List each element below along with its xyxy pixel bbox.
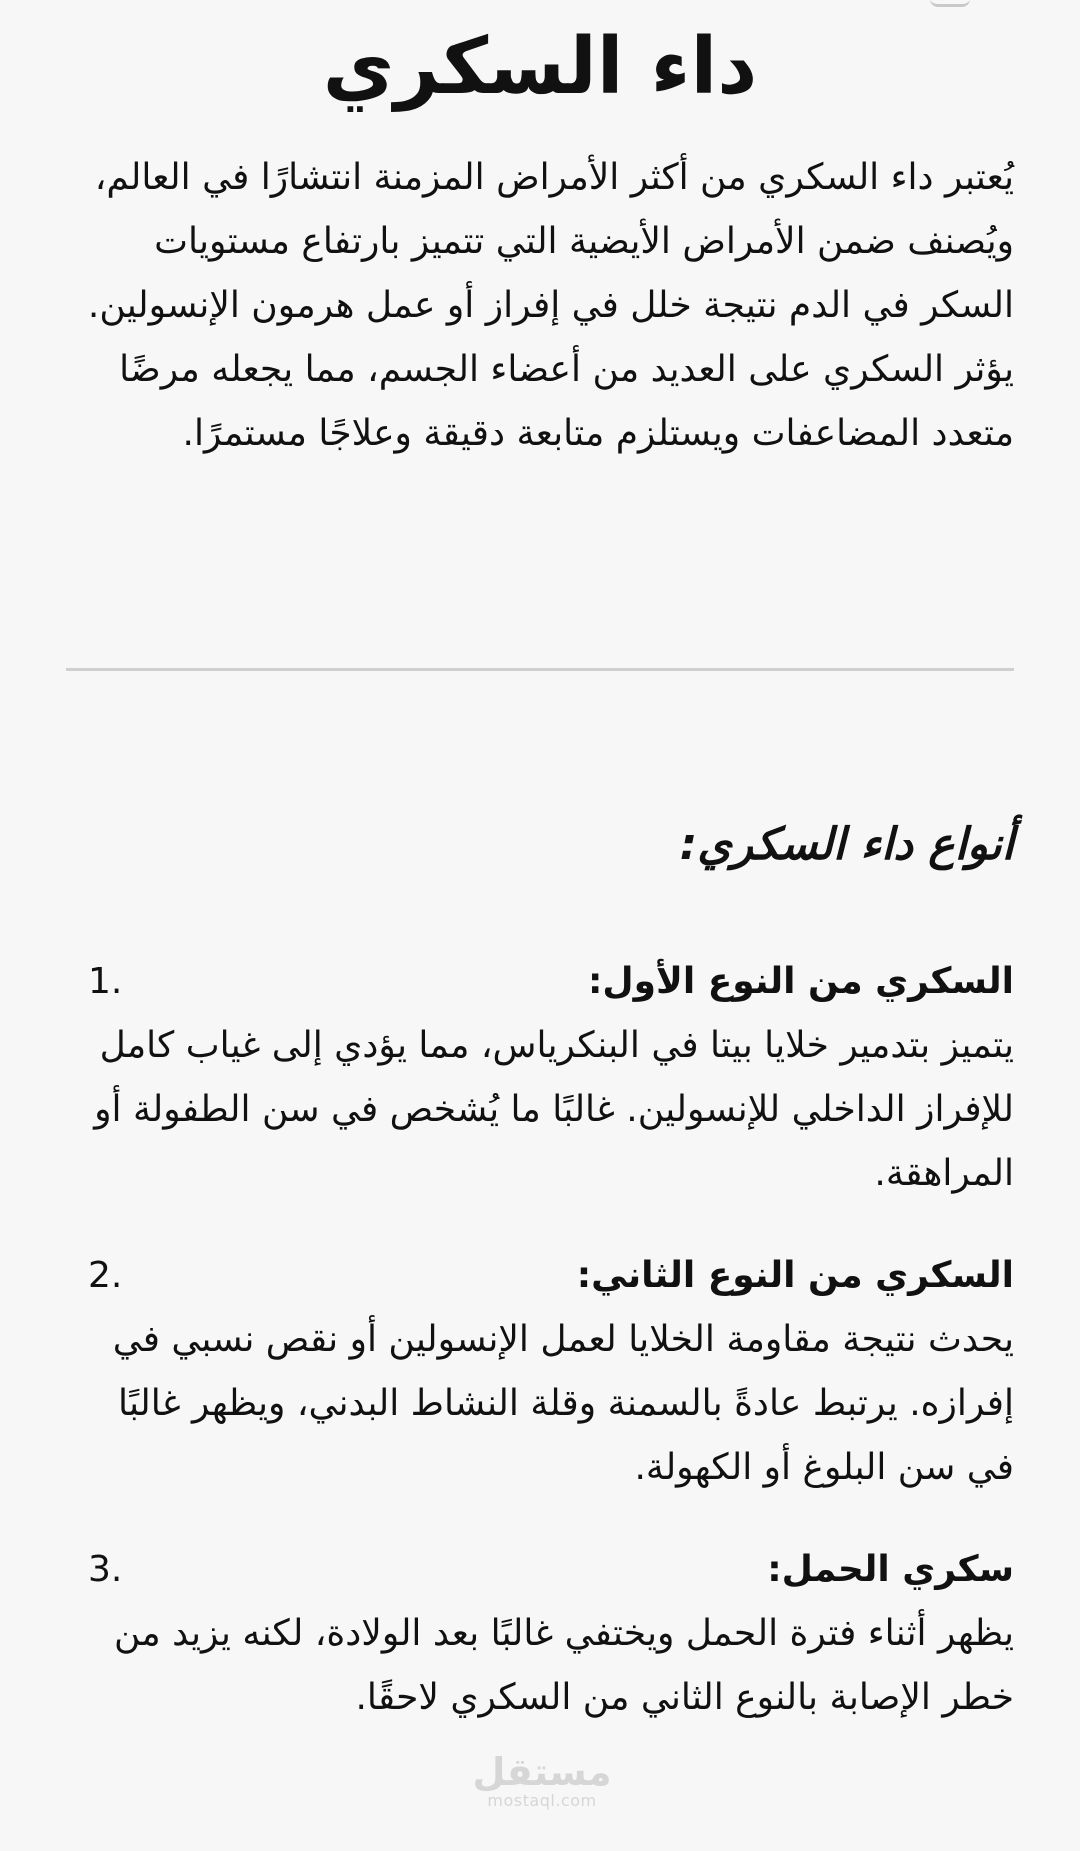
list-item-number: 2. (88, 1255, 123, 1296)
list-item-description: يظهر أثناء فترة الحمل ويختفي غالبًا بعد الولادة، لكنه يزيد من خطر الإصابة بالنوع الثاني من السكري لاحقًا. (113, 1613, 1014, 1718)
section-divider (66, 668, 1014, 671)
intro-paragraph: يُعتبر داء السكري من أكثر الأمراض المزمنة انتشارًا في العالم، ويُصنف ضمن الأمراض الأيضية التي تتميز بارتفاع مستويات السكر في الدم نتيجة خلل في إفراز أو عمل هرمون الإنسولين. يؤثر السكري على العديد من أعضاء الجسم، مما يجعله مرضًا متعدد المضاعفات ويستلزم متابعة دقيقة وعلاجًا مستمرًا. (87, 157, 1014, 454)
list-item-number: 3. (88, 1549, 123, 1590)
list-item-type-1 (66, 950, 1014, 1206)
list-item-number: 1. (88, 961, 123, 1002)
list-item-description: يتميز بتدمير خلايا بيتا في البنكرياس، مما يؤدي إلى غياب كامل للإفراز الداخلي للإنسولين. غالبًا ما يُشخص في سن الطفولة أو المراهقة. (94, 1025, 1014, 1194)
list-item-title: السكري من النوع الأول: (588, 961, 1014, 1002)
list-item-title: سكري الحمل: (767, 1549, 1014, 1590)
list-item-type-3 (66, 1538, 1014, 1730)
list-item-description: يحدث نتيجة مقاومة الخلايا لعمل الإنسولين أو نقص نسبي في إفرازه. يرتبط عادةً بالسمنة وقلة النشاط البدني، ويظهر غالبًا في سن البلوغ أو الكهولة. (112, 1319, 1014, 1488)
mostaql-watermark (472, 1752, 612, 1810)
diabetes-types-list (66, 950, 1014, 1768)
document-page (66, 0, 1014, 1851)
list-item-type-2 (66, 1244, 1014, 1500)
watermark-brand-arabic: مستقل (472, 1750, 612, 1794)
page-title: داء السكري (322, 22, 758, 112)
list-item-title: السكري من النوع الثاني: (576, 1255, 1014, 1296)
watermark-brand-url: mostaql.com (487, 1791, 597, 1810)
section-heading-types: أنواع داء السكري: (679, 819, 1014, 870)
